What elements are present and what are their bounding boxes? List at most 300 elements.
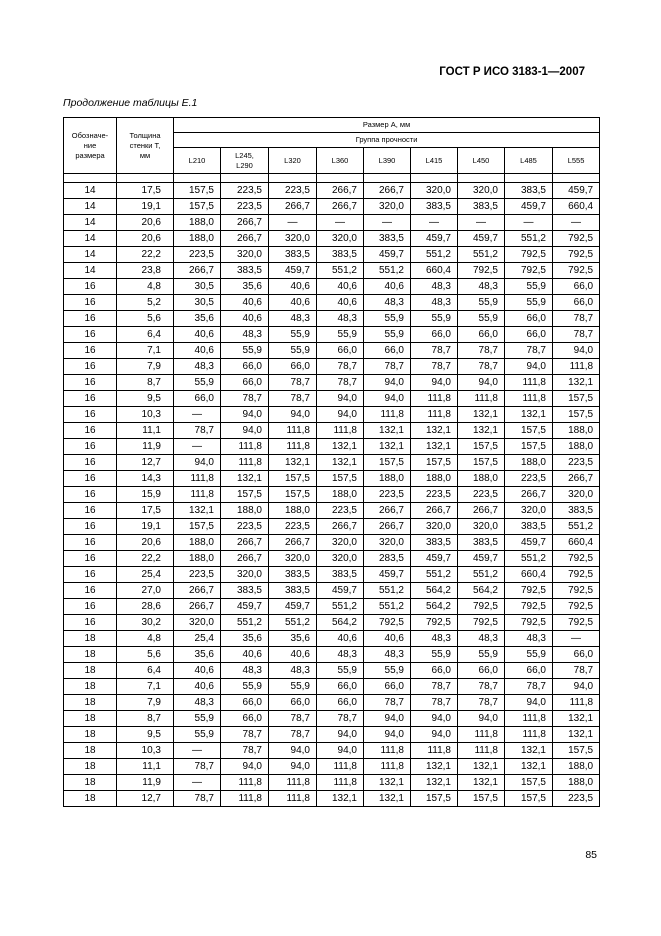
cell-value: 551,2	[458, 247, 505, 263]
cell-value: 55,9	[317, 327, 364, 343]
cell-thickness: 19,1	[117, 199, 174, 215]
cell-value: 459,7	[458, 551, 505, 567]
cell-value: 40,6	[269, 647, 317, 663]
table-row	[64, 263, 600, 279]
cell-value: 94,0	[411, 711, 458, 727]
cell-value: 132,1	[505, 407, 553, 423]
cell-value: 792,5	[458, 263, 505, 279]
cell-value: 157,5	[317, 471, 364, 487]
cell-value: 30,5	[174, 295, 221, 311]
cell-value: 320,0	[364, 199, 411, 215]
cell-value: 66,0	[317, 679, 364, 695]
cell-value: 132,1	[221, 471, 269, 487]
cell-size: 16	[64, 567, 117, 583]
cell-value: 94,0	[364, 391, 411, 407]
cell-size: 16	[64, 535, 117, 551]
cell-value: 111,8	[269, 439, 317, 455]
table-row	[64, 599, 600, 615]
cell-value: 132,1	[553, 711, 600, 727]
col-header-grade: L415	[411, 148, 458, 174]
cell-value: 111,8	[174, 487, 221, 503]
cell-value: 55,9	[174, 711, 221, 727]
cell-value: 459,7	[364, 567, 411, 583]
cell-size: 16	[64, 439, 117, 455]
cell-value: 459,7	[553, 183, 600, 199]
cell-value: 132,1	[553, 375, 600, 391]
cell-thickness: 7,1	[117, 343, 174, 359]
cell-thickness: 12,7	[117, 791, 174, 807]
cell-value: 40,6	[364, 279, 411, 295]
cell-value: 792,5	[505, 263, 553, 279]
cell-value: 35,6	[174, 311, 221, 327]
cell-value: 320,0	[269, 231, 317, 247]
cell-value: 266,7	[221, 215, 269, 231]
cell-value: 40,6	[174, 679, 221, 695]
cell-value: 94,0	[269, 743, 317, 759]
cell-value: 792,5	[505, 599, 553, 615]
table-row	[64, 327, 600, 343]
cell-value: —	[174, 439, 221, 455]
cell-value: 66,0	[269, 359, 317, 375]
table-row	[64, 439, 600, 455]
cell-size: 14	[64, 263, 117, 279]
cell-value: 111,8	[221, 791, 269, 807]
cell-value: 188,0	[221, 503, 269, 519]
cell-value: —	[317, 215, 364, 231]
table-row	[64, 231, 600, 247]
cell-value: 459,7	[221, 599, 269, 615]
cell-value: 66,0	[505, 663, 553, 679]
cell-size: 16	[64, 279, 117, 295]
cell-value: 48,3	[458, 279, 505, 295]
cell-value: 111,8	[221, 775, 269, 791]
cell-value: 111,8	[505, 711, 553, 727]
cell-thickness: 17,5	[117, 183, 174, 199]
cell-value: 66,0	[364, 343, 411, 359]
cell-value: 48,3	[221, 327, 269, 343]
cell-thickness: 14,3	[117, 471, 174, 487]
cell-value: 66,0	[269, 695, 317, 711]
cell-size: 18	[64, 711, 117, 727]
cell-value: 78,7	[174, 423, 221, 439]
cell-value: 564,2	[411, 599, 458, 615]
col-header-wall-thickness: Толщина стенки T, мм	[117, 118, 174, 174]
cell-value: 55,9	[221, 679, 269, 695]
cell-value: 40,6	[221, 647, 269, 663]
cell-value: 188,0	[174, 535, 221, 551]
cell-value: 48,3	[411, 279, 458, 295]
cell-value: 792,5	[458, 615, 505, 631]
cell-value: 320,0	[411, 183, 458, 199]
table-row	[64, 215, 600, 231]
cell-value: 48,3	[364, 647, 411, 663]
cell-value: 94,0	[364, 375, 411, 391]
cell-value: 459,7	[269, 599, 317, 615]
cell-value: 78,7	[221, 391, 269, 407]
col-header-grade: L360	[317, 148, 364, 174]
cell-value: 111,8	[269, 423, 317, 439]
cell-value: 66,0	[553, 295, 600, 311]
table-row	[64, 759, 600, 775]
cell-value: 223,5	[364, 487, 411, 503]
cell-size: 18	[64, 663, 117, 679]
cell-value: 792,5	[553, 231, 600, 247]
cell-value: 459,7	[269, 263, 317, 279]
cell-value: 78,7	[411, 343, 458, 359]
cell-value: 111,8	[174, 471, 221, 487]
cell-size: 16	[64, 391, 117, 407]
cell-thickness: 22,2	[117, 551, 174, 567]
cell-value: 383,5	[411, 199, 458, 215]
cell-value: 157,5	[458, 455, 505, 471]
cell-value: 383,5	[269, 567, 317, 583]
cell-value: 157,5	[505, 423, 553, 439]
cell-value: 132,1	[364, 791, 411, 807]
cell-value: 792,5	[505, 247, 553, 263]
cell-value: 564,2	[317, 615, 364, 631]
cell-value: 40,6	[221, 311, 269, 327]
cell-size: 16	[64, 423, 117, 439]
cell-value: 55,9	[458, 647, 505, 663]
table-row	[64, 727, 600, 743]
cell-thickness: 11,1	[117, 423, 174, 439]
cell-value: —	[458, 215, 505, 231]
cell-thickness: 28,6	[117, 599, 174, 615]
cell-value: 40,6	[269, 295, 317, 311]
cell-thickness: 4,8	[117, 631, 174, 647]
cell-value: 78,7	[174, 759, 221, 775]
table-row	[64, 279, 600, 295]
cell-value: 48,3	[269, 663, 317, 679]
cell-value: 94,0	[458, 375, 505, 391]
cell-value: 383,5	[505, 519, 553, 535]
cell-value: 78,7	[221, 727, 269, 743]
cell-value: 78,7	[269, 711, 317, 727]
cell-value: 266,7	[221, 231, 269, 247]
table-row	[64, 311, 600, 327]
col-header-strength-group: Группа прочности	[174, 133, 600, 148]
cell-value: 266,7	[317, 183, 364, 199]
table-row	[64, 487, 600, 503]
table-row	[64, 743, 600, 759]
cell-thickness: 20,6	[117, 535, 174, 551]
cell-value: 188,0	[174, 215, 221, 231]
cell-value: 283,5	[364, 551, 411, 567]
cell-value: —	[174, 743, 221, 759]
cell-value: 132,1	[411, 439, 458, 455]
cell-value: 55,9	[174, 375, 221, 391]
cell-value: 111,8	[269, 775, 317, 791]
cell-value: 157,5	[174, 199, 221, 215]
cell-value: 48,3	[174, 359, 221, 375]
col-header-grade: L555	[553, 148, 600, 174]
cell-value: 55,9	[505, 647, 553, 663]
cell-value: 94,0	[269, 759, 317, 775]
cell-value: 55,9	[364, 311, 411, 327]
cell-size: 18	[64, 727, 117, 743]
cell-value: 132,1	[458, 775, 505, 791]
cell-value: 66,0	[411, 327, 458, 343]
cell-value: 94,0	[458, 711, 505, 727]
cell-value: 383,5	[317, 567, 364, 583]
cell-value: 564,2	[411, 583, 458, 599]
cell-value: 266,7	[505, 487, 553, 503]
cell-thickness: 4,8	[117, 279, 174, 295]
cell-thickness: 22,2	[117, 247, 174, 263]
table-row	[64, 791, 600, 807]
cell-value: 78,7	[174, 791, 221, 807]
cell-value: 111,8	[458, 743, 505, 759]
table-row	[64, 567, 600, 583]
cell-value: 78,7	[269, 391, 317, 407]
cell-value: 132,1	[269, 455, 317, 471]
cell-value: 40,6	[221, 295, 269, 311]
cell-value: 223,5	[269, 183, 317, 199]
cell-value: 66,0	[458, 327, 505, 343]
cell-size: 16	[64, 519, 117, 535]
cell-size: 14	[64, 247, 117, 263]
table-row	[64, 359, 600, 375]
table-row	[64, 407, 600, 423]
cell-value: 94,0	[411, 375, 458, 391]
cell-value: 157,5	[505, 791, 553, 807]
cell-value: 320,0	[553, 487, 600, 503]
cell-thickness: 17,5	[117, 503, 174, 519]
cell-value: 132,1	[458, 407, 505, 423]
table-row	[64, 631, 600, 647]
cell-value: 223,5	[505, 471, 553, 487]
cell-value: 78,7	[269, 727, 317, 743]
cell-value: 188,0	[553, 759, 600, 775]
cell-value: 551,2	[269, 615, 317, 631]
cell-value: 383,5	[505, 183, 553, 199]
cell-thickness: 12,7	[117, 455, 174, 471]
col-header-size-designation: Обозначе- ние размера	[64, 118, 117, 174]
cell-size: 16	[64, 407, 117, 423]
cell-value: 383,5	[269, 583, 317, 599]
cell-value: 66,0	[553, 647, 600, 663]
cell-value: 157,5	[553, 407, 600, 423]
cell-size: 16	[64, 487, 117, 503]
cell-value: 111,8	[269, 791, 317, 807]
cell-value: 48,3	[505, 631, 553, 647]
table-row	[64, 247, 600, 263]
cell-value: 459,7	[505, 535, 553, 551]
cell-value: 78,7	[553, 327, 600, 343]
cell-value: 111,8	[317, 423, 364, 439]
cell-thickness: 7,9	[117, 359, 174, 375]
cell-value: 266,7	[317, 519, 364, 535]
cell-thickness: 5,2	[117, 295, 174, 311]
cell-size: 18	[64, 647, 117, 663]
cell-value: 66,0	[317, 695, 364, 711]
cell-value: 66,0	[221, 711, 269, 727]
cell-value: 55,9	[364, 327, 411, 343]
cell-value: 383,5	[221, 583, 269, 599]
cell-value: 111,8	[411, 391, 458, 407]
cell-value: 320,0	[317, 551, 364, 567]
cell-value: 48,3	[411, 631, 458, 647]
cell-value: 78,7	[458, 695, 505, 711]
cell-value: 94,0	[317, 407, 364, 423]
table-row	[64, 375, 600, 391]
cell-value: 320,0	[269, 551, 317, 567]
cell-size: 16	[64, 343, 117, 359]
cell-value: 132,1	[458, 423, 505, 439]
cell-value: 383,5	[364, 231, 411, 247]
cell-value: 459,7	[458, 231, 505, 247]
cell-value: 551,2	[411, 247, 458, 263]
cell-value: 792,5	[553, 247, 600, 263]
cell-value: 792,5	[458, 599, 505, 615]
table-row	[64, 647, 600, 663]
cell-value: 223,5	[411, 487, 458, 503]
cell-size: 16	[64, 455, 117, 471]
cell-value: 157,5	[458, 439, 505, 455]
cell-value: 792,5	[553, 615, 600, 631]
col-header-grade: L245, L290	[221, 148, 269, 174]
cell-value: 78,7	[553, 311, 600, 327]
cell-value: 48,3	[458, 631, 505, 647]
cell-value: 94,0	[553, 679, 600, 695]
cell-value: 564,2	[458, 583, 505, 599]
cell-thickness: 8,7	[117, 375, 174, 391]
cell-value: 551,2	[317, 599, 364, 615]
cell-value: 40,6	[317, 279, 364, 295]
cell-value: 94,0	[221, 759, 269, 775]
cell-value: 792,5	[411, 615, 458, 631]
cell-value: 66,0	[317, 343, 364, 359]
cell-value: 266,7	[221, 535, 269, 551]
cell-value: 35,6	[174, 647, 221, 663]
table-row	[64, 423, 600, 439]
cell-value: 132,1	[317, 791, 364, 807]
cell-value: 223,5	[269, 519, 317, 535]
cell-value: —	[553, 215, 600, 231]
cell-value: 266,7	[221, 551, 269, 567]
cell-value: 459,7	[505, 199, 553, 215]
cell-value: —	[174, 775, 221, 791]
cell-value: 55,9	[221, 343, 269, 359]
cell-value: 48,3	[411, 295, 458, 311]
cell-value: 48,3	[174, 695, 221, 711]
table-row	[64, 775, 600, 791]
cell-value: 383,5	[411, 535, 458, 551]
cell-value: 78,7	[411, 359, 458, 375]
cell-value: 157,5	[174, 183, 221, 199]
cell-value: 111,8	[364, 407, 411, 423]
cell-value: 94,0	[317, 391, 364, 407]
cell-value: 94,0	[221, 423, 269, 439]
cell-value: 660,4	[411, 263, 458, 279]
cell-value: 157,5	[458, 791, 505, 807]
cell-value: 157,5	[505, 775, 553, 791]
cell-value: 55,9	[269, 343, 317, 359]
cell-value: 157,5	[364, 455, 411, 471]
cell-value: 157,5	[221, 487, 269, 503]
cell-value: 383,5	[269, 247, 317, 263]
cell-value: 266,7	[364, 503, 411, 519]
cell-size: 14	[64, 199, 117, 215]
cell-value: 157,5	[269, 487, 317, 503]
cell-value: 111,8	[364, 743, 411, 759]
cell-value: 111,8	[411, 407, 458, 423]
cell-value: 551,2	[505, 231, 553, 247]
cell-value: 55,9	[411, 311, 458, 327]
cell-value: 111,8	[411, 743, 458, 759]
cell-thickness: 11,9	[117, 775, 174, 791]
cell-value: 320,0	[458, 183, 505, 199]
cell-value: 94,0	[317, 727, 364, 743]
cell-value: 40,6	[317, 295, 364, 311]
cell-value: 35,6	[221, 279, 269, 295]
cell-value: 157,5	[174, 519, 221, 535]
col-header-size-group: Размер A, мм	[174, 118, 600, 133]
cell-thickness: 20,6	[117, 215, 174, 231]
cell-value: 383,5	[553, 503, 600, 519]
cell-size: 16	[64, 615, 117, 631]
cell-value: 223,5	[221, 183, 269, 199]
cell-value: 55,9	[317, 663, 364, 679]
cell-value: 266,7	[364, 183, 411, 199]
cell-value: 188,0	[364, 471, 411, 487]
cell-value: 157,5	[505, 439, 553, 455]
table-row	[64, 583, 600, 599]
cell-value: 132,1	[317, 439, 364, 455]
cell-thickness: 10,3	[117, 743, 174, 759]
table-row	[64, 295, 600, 311]
cell-value: 78,7	[411, 695, 458, 711]
cell-value: —	[505, 215, 553, 231]
table-row	[64, 695, 600, 711]
cell-value: 223,5	[317, 503, 364, 519]
cell-value: 55,9	[269, 679, 317, 695]
cell-value: 551,2	[364, 263, 411, 279]
cell-value: 383,5	[458, 199, 505, 215]
cell-value: 78,7	[505, 343, 553, 359]
cell-value: 792,5	[505, 583, 553, 599]
table-row	[64, 503, 600, 519]
cell-value: 188,0	[553, 439, 600, 455]
cell-value: 132,1	[505, 743, 553, 759]
cell-value: 55,9	[458, 295, 505, 311]
cell-value: 320,0	[221, 567, 269, 583]
cell-value: 55,9	[364, 663, 411, 679]
cell-thickness: 5,6	[117, 311, 174, 327]
cell-value: 157,5	[411, 791, 458, 807]
cell-value: 320,0	[317, 231, 364, 247]
cell-value: 132,1	[364, 775, 411, 791]
cell-value: 188,0	[553, 775, 600, 791]
cell-value: 78,7	[364, 695, 411, 711]
cell-value: 320,0	[221, 247, 269, 263]
cell-value: 94,0	[505, 359, 553, 375]
cell-value: 320,0	[317, 535, 364, 551]
cell-value: 459,7	[411, 231, 458, 247]
table-row	[64, 391, 600, 407]
cell-value: 459,7	[317, 583, 364, 599]
cell-value: 111,8	[364, 759, 411, 775]
cell-value: 132,1	[458, 759, 505, 775]
cell-thickness: 9,5	[117, 727, 174, 743]
cell-value: 78,7	[317, 375, 364, 391]
cell-value: 459,7	[364, 247, 411, 263]
cell-value: 66,0	[505, 311, 553, 327]
cell-size: 18	[64, 791, 117, 807]
col-header-grade: L210	[174, 148, 221, 174]
cell-value: 223,5	[174, 567, 221, 583]
table-row	[64, 535, 600, 551]
